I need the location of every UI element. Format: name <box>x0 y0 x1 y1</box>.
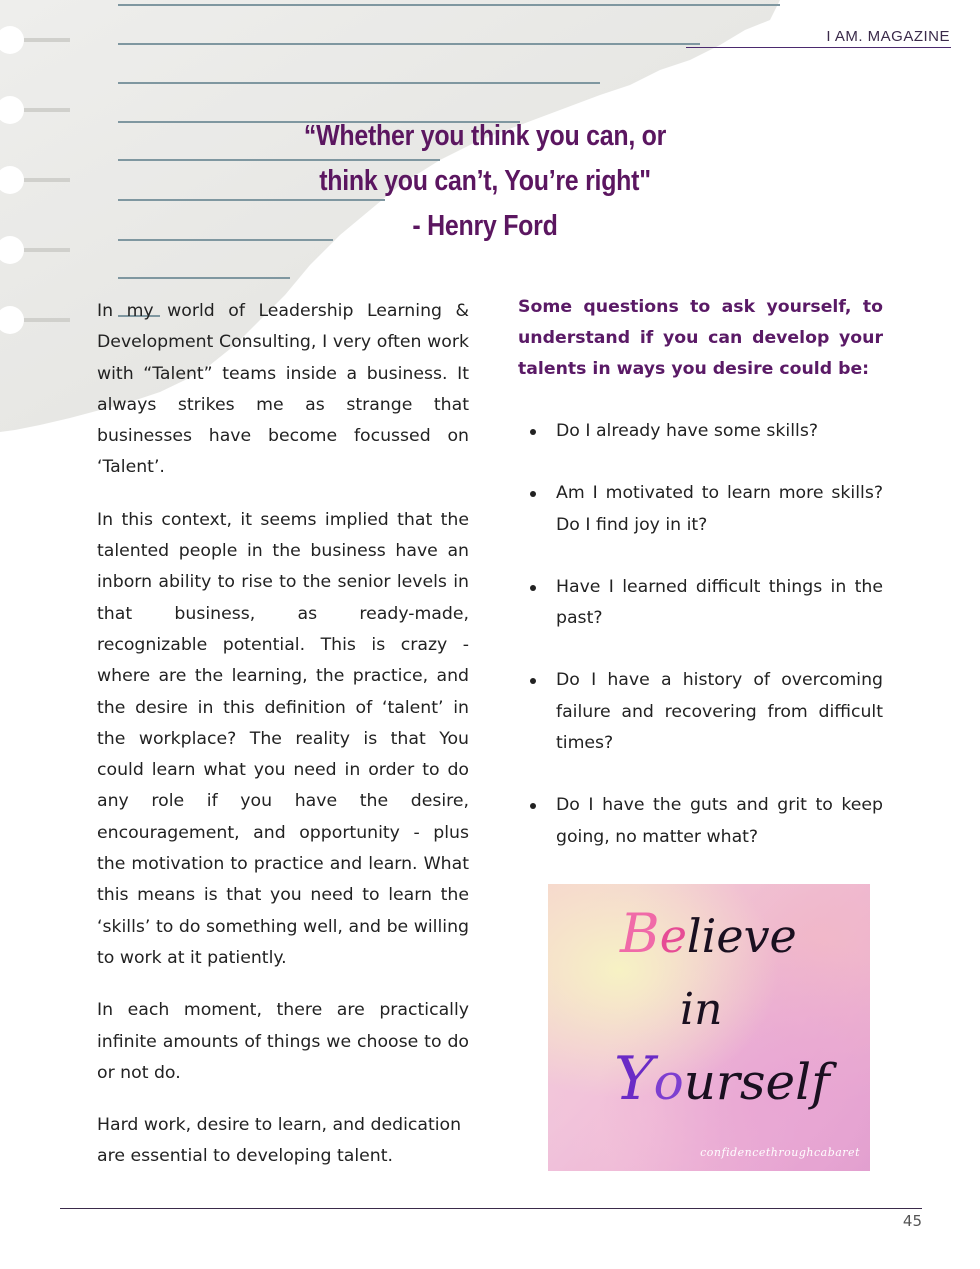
pull-quote <box>292 114 679 249</box>
list-item <box>518 790 883 853</box>
bullet-icon <box>530 678 536 684</box>
list-item <box>518 665 883 759</box>
bullet-icon <box>530 585 536 591</box>
questions-intro: Some questions to ask yourself, to understand if you can develop your talents in ways you desire could be: <box>518 297 883 379</box>
yourself-word <box>614 1044 830 1114</box>
question-text: Am I motivated to learn more skills? Do I find joy in it? <box>556 483 883 535</box>
question-text: Do I already have some skills? <box>556 421 819 441</box>
left-column <box>97 296 469 1194</box>
image-credit: confidencethroughcabaret <box>700 1146 860 1159</box>
body-paragraph: In this context, it seems implied that the talented people in the business have an inborn ability to rise to the senior levels in that business, as ready-made, recognizable potential. This is crazy - where are the learning, the practice, and the desire in this definition of ‘talent’ in the workplace? The reality is that You could learn what you need in order to do any role if you have the desire, encouragement, and opportunity - plus the motivation to practice and learn. What this means is that you need to learn the ‘skills’ to do something well, and be willing to work at it patiently. <box>97 509 469 968</box>
body-paragraph: In my world of Leadership Learning & Development Consulting, I very often work with “Talent” teams inside a business. It always strikes me as strange that businesses have become focussed on ‘Talent’. <box>97 301 469 478</box>
quote-line-1: “Whether you think you can, or <box>303 120 667 152</box>
header-divider <box>686 47 951 48</box>
yourself-first-letter: Y <box>614 1044 654 1114</box>
bullet-icon <box>530 491 536 497</box>
believe-first-letter: B <box>620 902 660 965</box>
question-text: Do I have the guts and grit to keep going, no matter what? <box>556 795 883 847</box>
believe-second-letter: e <box>659 909 687 963</box>
believe-word <box>620 902 797 965</box>
question-text: Do I have a history of overcoming failure and recovering from difficult times? <box>556 670 883 754</box>
body-paragraph: Hard work, desire to learn, and dedication are essential to developing talent. <box>97 1115 462 1167</box>
footer-divider <box>60 1208 922 1209</box>
list-item <box>518 572 883 635</box>
quote-attribution: - Henry Ford <box>412 210 558 242</box>
bullet-icon <box>530 429 536 435</box>
question-text: Have I learned difficult things in the past? <box>556 576 883 629</box>
in-word: in <box>680 984 723 1035</box>
list-item <box>518 416 883 447</box>
yourself-rest: urself <box>683 1053 830 1111</box>
believe-in-yourself-image <box>548 884 870 1171</box>
magazine-name: I AM. MAGAZINE <box>826 28 950 45</box>
right-column <box>518 292 883 884</box>
body-paragraph: In each moment, there are practically infinite amounts of things we choose to do or not do. <box>97 1000 469 1083</box>
questions-list <box>518 416 883 853</box>
bullet-icon <box>530 803 536 809</box>
believe-rest: lieve <box>686 909 797 963</box>
page-number: 45 <box>902 1212 922 1230</box>
list-item <box>518 478 883 541</box>
quote-line-2: think you can’t, You’re right" <box>319 165 651 197</box>
yourself-second-letter: o <box>653 1053 684 1111</box>
